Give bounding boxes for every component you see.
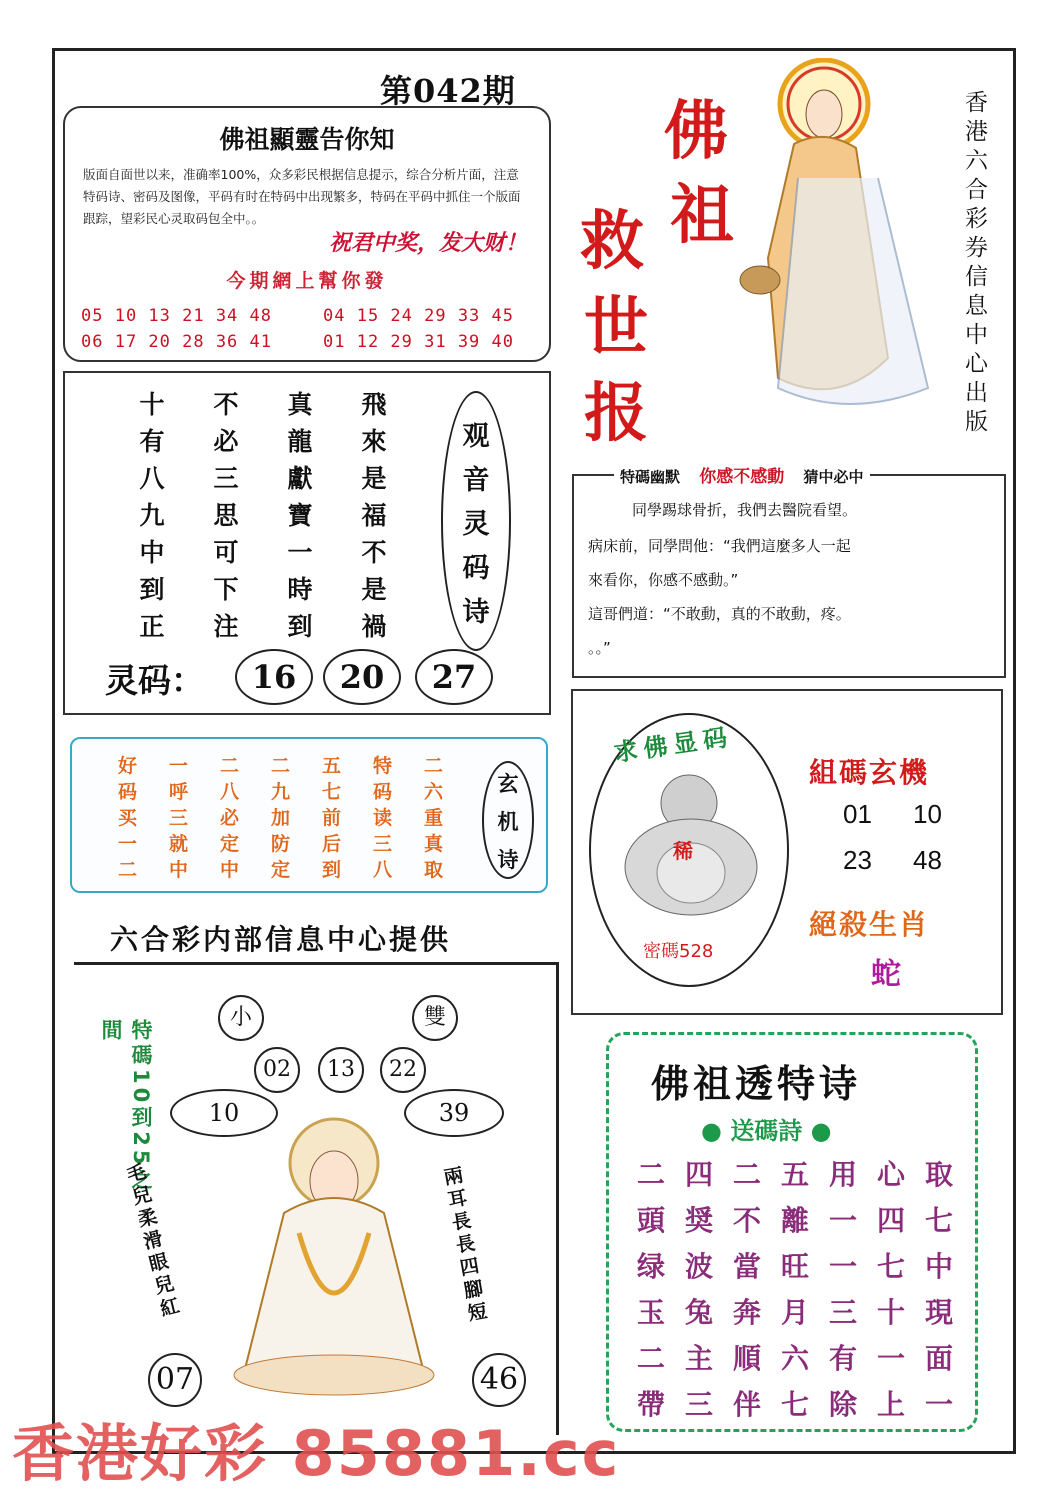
joke-line: 這哥們道：“不敢動，真的不敢動，疼。 (588, 605, 851, 623)
poem-char: 取 (924, 1158, 953, 1191)
special-range: 特碼10到25之間 (99, 1019, 153, 1194)
poem-char: 不 (213, 390, 239, 419)
poem-char: 到 (321, 859, 341, 881)
poem-char: 三 (684, 1388, 713, 1421)
poem-char: 正 (139, 612, 165, 641)
label-char: 诗 (462, 597, 490, 628)
poem-char: 波 (684, 1250, 713, 1283)
guanyin-seated-image (224, 1103, 444, 1403)
poem-char: 前 (321, 807, 341, 829)
bottom-right-number: 46 (472, 1353, 526, 1407)
poem-char: 七 (780, 1388, 809, 1421)
numbers-row-2-right: 01 12 29 31 39 40 (323, 332, 514, 352)
poem-char: 一 (876, 1342, 905, 1375)
poem-char: 到 (287, 612, 313, 641)
poem-char: 不 (361, 538, 387, 567)
poem-char: 八 (219, 781, 239, 803)
poem-char: 頭 (636, 1204, 665, 1237)
poem-char: 九 (139, 501, 165, 530)
poem-char: 奔 (732, 1296, 761, 1329)
poem-char: 必 (213, 427, 239, 456)
group-title: 組碼玄機 (809, 756, 930, 789)
poem-char: 十 (139, 390, 165, 419)
poem-char: 三 (372, 833, 392, 855)
poem-char: 有 (139, 427, 165, 456)
poem-char: 主 (684, 1342, 713, 1375)
label-char: 码 (462, 553, 490, 584)
lingma-label: 灵码： (105, 661, 204, 700)
poem-char: 重 (423, 807, 443, 829)
poem-char: 不 (732, 1204, 761, 1237)
poem-char: 九 (270, 781, 290, 803)
poem-char: 離 (780, 1204, 809, 1237)
poem-char: 一 (828, 1250, 857, 1283)
group-number: 23 (843, 845, 872, 875)
ball-number: 22 (380, 1047, 426, 1093)
poem-char: 取 (423, 859, 443, 881)
guanyin-poem-label (441, 391, 511, 651)
buddha-arc-text: 求佛显码 (611, 722, 735, 768)
poem-char: 好 (117, 755, 137, 777)
poem-char: 买 (117, 807, 137, 829)
poem-char: 二 (270, 755, 290, 777)
poem-char: 一 (117, 833, 137, 855)
notice-box (63, 106, 551, 362)
joke-label: 特碼幽默 (620, 468, 681, 486)
right-zodiac-hint: 兩耳長長四腳短 (439, 1164, 490, 1327)
poem-char: 码 (117, 781, 137, 803)
numbers-row-2-left: 06 17 20 28 36 41 (81, 332, 272, 352)
poem-char: 六 (780, 1342, 809, 1375)
secret-code: 密碼528 (643, 941, 714, 962)
buddha-oval (589, 713, 789, 987)
ball-number: 13 (318, 1047, 364, 1093)
dot-icon: ● (701, 1117, 722, 1145)
poem-char: 是 (361, 464, 387, 493)
lingma-number: 16 (235, 649, 313, 705)
poem-char: 一 (924, 1388, 953, 1421)
special-poem-subtitle (701, 1111, 832, 1146)
poem-char: 后 (321, 833, 341, 855)
poem-char: 二 (732, 1158, 761, 1191)
poem-char: 就 (168, 833, 188, 855)
poem-char: 特 (372, 755, 392, 777)
poem-char: 可 (213, 538, 239, 567)
poem-char: 三 (213, 464, 239, 493)
poem-char: 思 (213, 501, 239, 530)
poem-char: 二 (423, 755, 443, 777)
poem-char: 福 (361, 501, 387, 530)
publisher-vertical: 香港六合彩券信息中心出版 (961, 90, 987, 438)
joke-line: 。。” (588, 639, 611, 657)
group-number: 01 (843, 799, 872, 829)
guanyin-standing-image (738, 58, 952, 420)
provide-line: 六合彩内部信息中心提供 (110, 923, 452, 956)
bottom-left-number: 07 (148, 1353, 202, 1407)
lingma-number: 20 (323, 649, 401, 705)
poem-char: 读 (372, 807, 392, 829)
left-zodiac-hint: 毛兒柔滑眼兒紅 (121, 1160, 183, 1323)
poem-char: 心 (876, 1158, 905, 1191)
poem-char: 一 (828, 1204, 857, 1237)
guanyin-figure-box (74, 962, 559, 1435)
poem-char: 真 (287, 390, 313, 419)
poem-char: 一 (287, 538, 313, 567)
poem-char: 旺 (780, 1250, 809, 1283)
dot-icon: ● (810, 1117, 832, 1145)
poem-char: 月 (780, 1296, 809, 1329)
poem-char: 四 (876, 1204, 905, 1237)
joke-box (572, 467, 1006, 678)
label-char: 观 (462, 421, 490, 452)
title-char: 世 (584, 290, 648, 365)
poem-char: 帶 (636, 1388, 665, 1421)
poem-char: 一 (168, 755, 188, 777)
buddha-box (571, 689, 1003, 1015)
xuanji-poem-label (482, 761, 534, 879)
guanyin-poem-grid (115, 385, 411, 644)
poem-char: 七 (924, 1204, 953, 1237)
lingma-number: 27 (415, 649, 493, 705)
poem-char: 順 (732, 1342, 761, 1375)
poem-char: 八 (139, 464, 165, 493)
poem-char: 二 (219, 755, 239, 777)
numbers-row-1-right: 04 15 24 29 33 45 (323, 306, 514, 326)
poem-char: 十 (876, 1296, 905, 1329)
size-circle: 小 (218, 995, 264, 1041)
poem-char: 中 (139, 538, 165, 567)
poem-char: 加 (270, 807, 290, 829)
group-number: 48 (913, 845, 942, 875)
poem-char: 五 (321, 755, 341, 777)
title-char: 救 (580, 204, 644, 279)
label-char: 机 (497, 810, 519, 834)
poem-char: 除 (828, 1388, 857, 1421)
poem-char: 七 (876, 1250, 905, 1283)
poem-char: 中 (924, 1250, 953, 1283)
title-char: 佛 (664, 94, 728, 169)
joke-line: 同學踢球骨折，我們去醫院看望。 (632, 501, 858, 519)
numbers-row-1-left: 05 10 13 21 34 48 (81, 306, 272, 326)
issue-number: 第042期 (380, 72, 516, 110)
special-poem-title: 佛祖透特诗 (651, 1061, 862, 1106)
poem-char: 上 (876, 1388, 905, 1421)
poem-char: 有 (828, 1342, 857, 1375)
poem-char: 真 (423, 833, 443, 855)
poem-char: 二 (636, 1158, 665, 1191)
poem-char: 四 (684, 1158, 713, 1191)
poem-char: 當 (732, 1250, 761, 1283)
poem-char: 到 (139, 575, 165, 604)
poem-char: 三 (168, 807, 188, 829)
joke-line: 來看你，你感不感動。” (588, 571, 739, 589)
xuanji-poem-scroll (70, 737, 548, 893)
poem-char: 飛 (361, 390, 387, 419)
poem-char: 绿 (636, 1250, 665, 1283)
poem-char: 寶 (287, 501, 313, 530)
poem-char: 奨 (684, 1204, 713, 1237)
joke-guess: 猜中必中 (803, 468, 864, 486)
poem-char: 中 (219, 859, 239, 881)
poem-char: 時 (287, 575, 313, 604)
ball-number: 02 (254, 1047, 300, 1093)
poem-char: 二 (636, 1342, 665, 1375)
notice-body: 版面自面世以来，准确率100%，众多彩民根据信息提示，综合分析片面，注意特码诗、密码及图像，平码有时在特码中出现繁多，特码在平码中抓住一个版面跟踪，望彩民心灵取码包全中。。 (83, 167, 521, 226)
title-char: 报 (584, 376, 648, 451)
poem-char: 中 (168, 859, 188, 881)
poem-char: 來 (361, 427, 387, 456)
poem-char: 五 (780, 1158, 809, 1191)
poem-char: 二 (117, 859, 137, 881)
poem-char: 六 (423, 781, 443, 803)
poem-char: 玉 (636, 1296, 665, 1329)
net-help-title: 今期網上幫你發 (226, 270, 388, 292)
joke-header (614, 462, 870, 487)
special-poem-grid (627, 1153, 963, 1429)
wish-text: 祝君中奖，发大财！ (328, 231, 527, 256)
poem-char: 是 (361, 575, 387, 604)
label-char: 灵 (462, 509, 490, 540)
group-number: 10 (913, 799, 942, 829)
joke-title: 你感不感動 (699, 467, 785, 487)
poem-char: 獻 (287, 464, 313, 493)
poem-char: 防 (270, 833, 290, 855)
title-char: 祖 (670, 178, 734, 253)
poem-char: 兔 (684, 1296, 713, 1329)
label-char: 诗 (497, 848, 519, 872)
poem-char: 禍 (361, 612, 387, 641)
poem-char: 定 (219, 833, 239, 855)
poem-char: 定 (270, 859, 290, 881)
kill-zodiac: 蛇 (871, 957, 901, 992)
poem-char: 必 (219, 807, 239, 829)
oval-number-left: 10 (170, 1089, 278, 1137)
notice-heading: 佛祖顯靈告你知 (219, 125, 395, 154)
parity-circle: 雙 (412, 995, 458, 1041)
joke-line: 病床前，同學問他：“我們這麼多人一起 (588, 537, 851, 555)
xuanji-poem-grid (102, 751, 459, 881)
poem-char: 伴 (732, 1388, 761, 1421)
poem-char: 龍 (287, 427, 313, 456)
poem-char: 七 (321, 781, 341, 803)
special-poem-box (606, 1032, 978, 1432)
kill-title: 絕殺生肖 (809, 908, 930, 941)
poem-char: 面 (924, 1342, 953, 1375)
poem-char: 码 (372, 781, 392, 803)
poem-char: 八 (372, 859, 392, 881)
poem-char: 現 (924, 1296, 953, 1329)
poem-char: 用 (828, 1158, 857, 1191)
subtitle-text: 送碼詩 (730, 1117, 803, 1145)
watermark: 香港好彩 85881.cc (12, 1417, 621, 1490)
guanyin-poem-box (63, 371, 551, 715)
poem-char: 三 (828, 1296, 857, 1329)
poem-char: 注 (213, 612, 239, 641)
poem-char: 下 (213, 575, 239, 604)
label-char: 玄 (497, 772, 519, 796)
buddha-char: 稀 (673, 839, 693, 863)
poem-char: 呼 (168, 781, 188, 803)
label-char: 音 (462, 465, 490, 496)
oval-number-right: 39 (404, 1089, 504, 1137)
